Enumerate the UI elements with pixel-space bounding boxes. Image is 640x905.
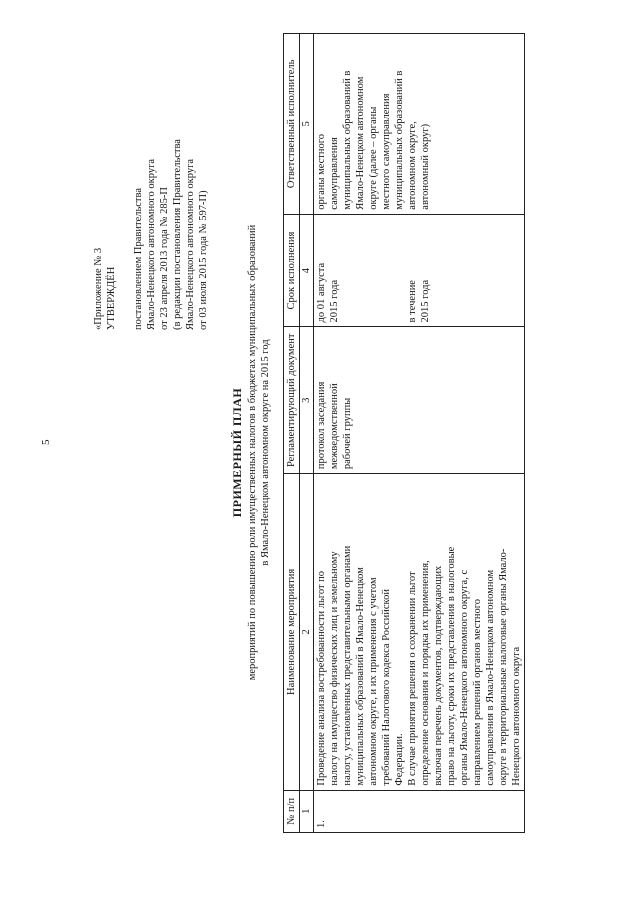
approval-line: (в редакции постановления Правительства — [172, 139, 183, 330]
activity-line: органы Ямало-Ненецкого автономного округа, с — [459, 569, 470, 786]
activity-line: налогу, установленных представительными органами — [342, 545, 353, 786]
approval-line: от 23 апреля 2013 года № 285-П — [159, 187, 170, 330]
executor-cell — [314, 34, 525, 215]
activity-line: определение основания и порядка их применения, — [420, 560, 431, 786]
executor-line: самоуправления — [329, 137, 340, 210]
activity-line: муниципальных образований в Ямало-Ненецком — [355, 567, 366, 786]
deadline-line: 2015 года — [329, 279, 340, 323]
activity-line: автономном округе, и их применения с учетом — [368, 577, 379, 786]
deadline-line: 2015 года — [420, 279, 431, 323]
approval-line: Ямало-Ненецкого автономного округа — [185, 158, 196, 330]
deadline-cell — [314, 214, 525, 327]
document-line: межведомственной — [329, 383, 340, 470]
header-number: № п/п — [284, 790, 300, 832]
approval-line: Ямало-Ненецкого автономного округа — [146, 158, 157, 330]
document-line: протокол заседания — [316, 381, 327, 470]
table-row — [314, 34, 525, 833]
activity-line: самоуправления в Ямало-Ненецком автономном — [485, 569, 496, 786]
document-subtitle — [246, 0, 272, 905]
executor-line: муниципальных образований в — [342, 70, 353, 210]
header-deadline: Срок исполнения — [284, 214, 300, 327]
appendix-label: «Приложение № 3 — [93, 247, 104, 330]
executor-line: автономный округ) — [420, 123, 431, 210]
activity-line: округе в территориальные налоговые органы Ямало- — [498, 548, 509, 786]
activity-line: право на льготу, сроки их представления в налоговые — [446, 546, 457, 786]
column-number: 2 — [300, 474, 314, 790]
subtitle-line: в Ямало-Ненецком автономном округе на 2015 год — [260, 339, 271, 566]
activity-line: налогу на имущество физических лиц и земельному — [329, 551, 340, 786]
executor-line: Ямало-Ненецком автономном — [355, 76, 366, 210]
activity-line: В случае принятия решения о сохранении льгот — [407, 571, 418, 786]
deadline-line: в течение — [407, 280, 418, 323]
approved-label: УТВЕРЖДЁН — [106, 266, 117, 330]
activity-line: Федерации. — [394, 733, 405, 786]
column-number: 5 — [300, 34, 314, 215]
activity-line: включая перечень документов, подтверждающих — [433, 565, 444, 786]
column-number-row — [300, 34, 314, 833]
subtitle-line: мероприятий по повышению роли имущественных налогов в бюджетах муниципальных образований — [247, 224, 258, 681]
column-number: 4 — [300, 214, 314, 327]
activity-line: направлением решений органов местного — [472, 598, 483, 786]
executor-line: автономном округе, — [407, 121, 418, 210]
approval-line: от 03 июля 2015 года № 597-П) — [198, 190, 209, 330]
executor-line: округе (далее – органы — [368, 106, 379, 210]
approval-block — [92, 10, 210, 330]
column-number: 1 — [300, 790, 314, 832]
approval-line: постановлением Правительства — [133, 187, 144, 330]
header-activity: Наименование мероприятия — [284, 474, 300, 790]
header-executor: Ответственный исполнитель — [284, 34, 300, 215]
executor-line: муниципальных образований в — [394, 70, 405, 210]
plan-table — [283, 33, 525, 833]
activity-line: Ненецкого автономного округа — [511, 646, 522, 786]
executor-line: органы местного — [316, 133, 327, 210]
row-number: 1. — [314, 790, 525, 832]
header-document: Регламентирующий документ — [284, 327, 300, 474]
table-header-row — [284, 34, 300, 833]
document-title: ПРИМЕРНЫЙ ПЛАН — [230, 387, 244, 518]
document-cell — [314, 327, 525, 474]
column-number: 3 — [300, 327, 314, 474]
activity-line: Проведение анализа востребованности льгот по — [316, 570, 327, 786]
activity-line: требований Налогового кодекса Российской — [381, 589, 392, 786]
document-line: рабочей группы — [342, 397, 353, 470]
executor-line: местного самоуправления — [381, 93, 392, 210]
deadline-line: до 01 августа — [316, 262, 327, 323]
page-number: 5 — [40, 439, 52, 445]
activity-cell — [314, 474, 525, 790]
